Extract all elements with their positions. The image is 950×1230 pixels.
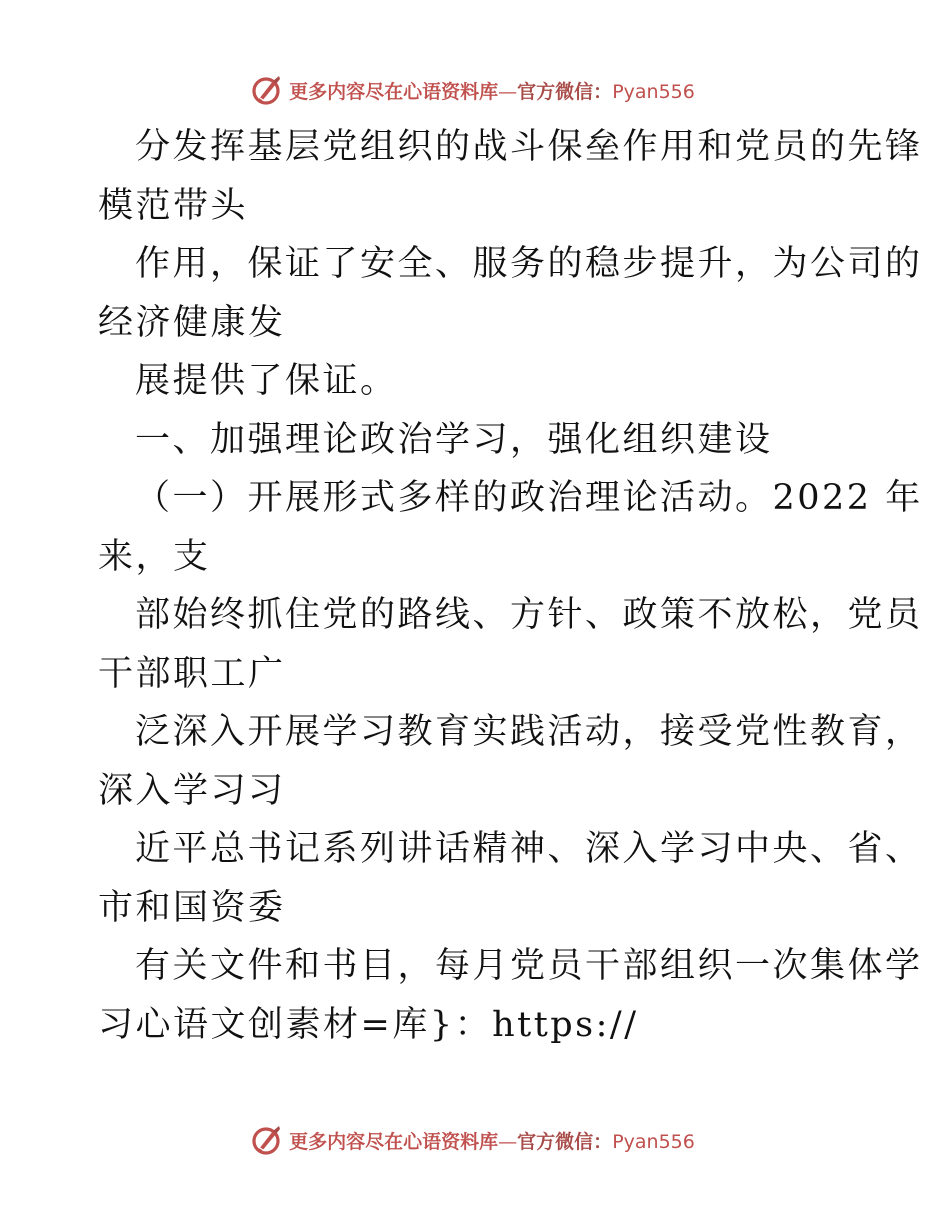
body-text-line: 模范带头 <box>98 185 249 226</box>
body-text-line: 经济健康发 <box>98 302 286 343</box>
footer-banner <box>0 1120 950 1160</box>
footer-banner-text <box>289 1127 695 1154</box>
body-text-line: （一）开展形式多样的政治理论活动。2022 年 <box>135 478 923 518</box>
header-banner-inner <box>249 73 695 107</box>
header-banner-text <box>289 77 695 104</box>
body-text-line: 习心语文创素材=库}：https:// <box>98 1004 639 1045</box>
body-text-line: 深入学习习 <box>98 770 286 811</box>
footer-banner-inner <box>249 1123 695 1157</box>
quill-logo-icon <box>249 1123 283 1157</box>
header-banner <box>0 70 950 110</box>
body-text-line: 展提供了保证。 <box>135 361 398 401</box>
banner-official-label: 官方微信： <box>517 80 613 103</box>
body-text-line: 一、加强理论政治学习，强化组织建设 <box>135 419 773 460</box>
banner-dash: — <box>498 80 518 103</box>
body-text-line: 干部职工广 <box>98 653 286 694</box>
banner-main-text: 更多内容尽在心语资料库 <box>289 80 499 103</box>
body-text-line: 分发挥基层党组织的战斗保垒作用和党员的先锋 <box>135 127 923 167</box>
document-body <box>98 118 923 1054</box>
banner-wechat-id: Pyan556 <box>612 1130 695 1153</box>
banner-main-text: 更多内容尽在心语资料库 <box>289 1130 499 1153</box>
body-text-line: 市和国资委 <box>98 887 286 928</box>
body-text-line: 泛深入开展学习教育实践活动，接受党性教育， <box>135 712 923 752</box>
body-text-line: 近平总书记系列讲话精神、深入学习中央、省、 <box>135 829 923 869</box>
banner-dash: — <box>498 1130 518 1153</box>
body-text-line: 作用，保证了安全、服务的稳步提升，为公司的 <box>135 244 923 284</box>
quill-logo-icon <box>249 73 283 107</box>
body-text-line: 来，支 <box>98 536 211 577</box>
banner-wechat-id: Pyan556 <box>612 80 695 103</box>
body-text-line: 部始终抓住党的路线、方针、政策不放松，党员 <box>135 595 923 635</box>
banner-official-label: 官方微信： <box>517 1130 613 1153</box>
body-text-line: 有关文件和书目，每月党员干部组织一次集体学 <box>135 946 923 986</box>
